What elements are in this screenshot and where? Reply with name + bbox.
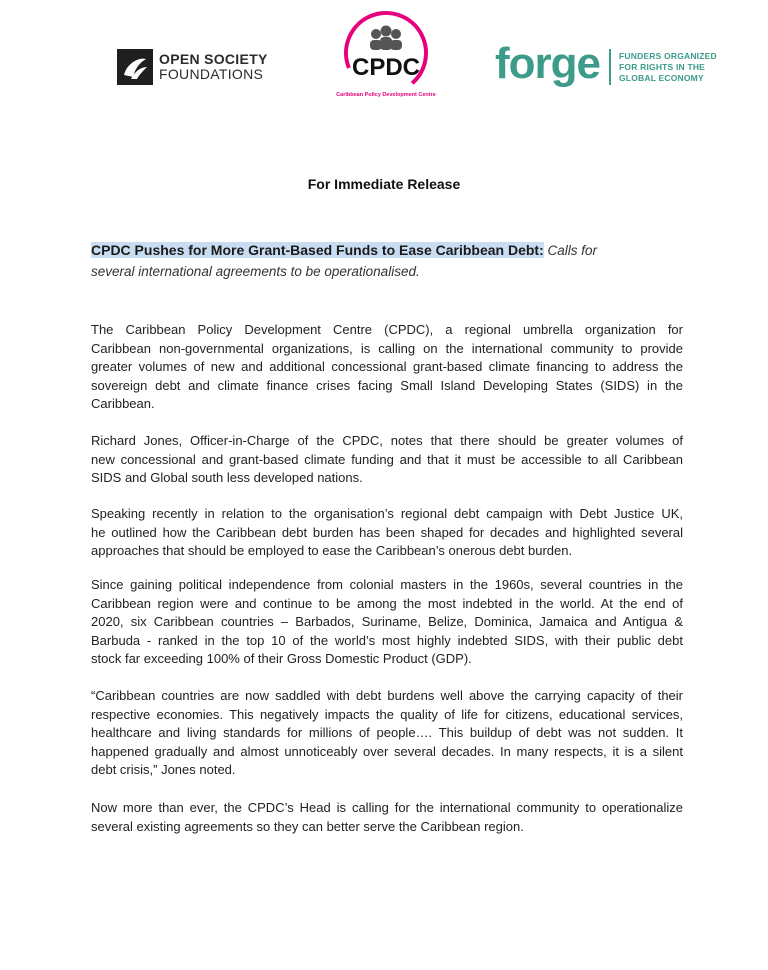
- paragraph-line: The Caribbean Policy Development Centre (CPDC), a regional umbrella organization for: [91, 322, 683, 337]
- osf-wordmark: [159, 52, 268, 82]
- headline-line1: [91, 240, 691, 261]
- paragraph-line: 2020, six Caribbean countries – Barbados, Suriname, Belize, Dominica, Jamaica and Antigua &: [91, 614, 683, 630]
- forge-logo: [495, 39, 717, 88]
- osf-line1: OPEN SOCIETY: [159, 51, 268, 67]
- osf-line2: FOUNDATIONS: [159, 66, 264, 82]
- forge-tagline: [619, 51, 717, 84]
- people-icon: [370, 26, 402, 51]
- headline: [91, 240, 691, 282]
- paragraph-line: Caribbean non-governmental organizations, is calling on the international community to provide: [91, 340, 683, 356]
- paragraph-line: Caribbean region were and continue to be among the most indebted in the world. At the end of: [91, 595, 683, 611]
- paragraph-2: [91, 432, 683, 488]
- paragraph-line: sovereign debt and climate finance crises facing Small Island Developing States (SIDS) in the: [91, 377, 683, 393]
- headline-subtitle-end: several international agreements to be operationalised.: [91, 264, 420, 279]
- paragraph-line: healthcare and living standards for millions of people…. This buildup of debt was not sudden. It: [91, 725, 683, 741]
- cpdc-logo: [330, 8, 442, 102]
- forge-tag-line2: FOR RIGHTS IN THE: [619, 61, 706, 72]
- paragraph-line: respective economies. This negatively impacts the quality of life for citizens, educational services,: [91, 706, 683, 722]
- paragraph-line: Richard Jones, Officer-in-Charge of the CPDC, notes that there should be greater volumes of: [91, 433, 683, 448]
- paragraph-line: Barbuda - ranked in the top 10 of the world’s most highly indebted SIDS, with their public debt: [91, 632, 683, 648]
- paragraph-line: approaches that should be employed to ease the Caribbean’s onerous debt burden.: [91, 543, 573, 559]
- paragraph-line: Since gaining political independence from colonial masters in the 1960s, several countries in the: [91, 577, 683, 592]
- paragraph-line: new concessional and grant-based climate funding and that it must be accessible to all Caribbean: [91, 451, 683, 467]
- forge-divider: [609, 49, 611, 85]
- paragraph-line: he outlined how the Caribbean debt burden has been shaped for decades and highlighted several: [91, 524, 683, 540]
- osf-emblem-icon: [117, 49, 153, 85]
- open-society-foundations-logo: [117, 49, 268, 85]
- paragraph-line: Caribbean.: [91, 396, 155, 412]
- paragraph-3: [91, 505, 683, 561]
- headline-title: CPDC Pushes for More Grant-Based Funds to Ease Caribbean Debt:: [91, 242, 544, 258]
- paragraph-line: stock far exceeding 100% of their Gross Domestic Product (GDP).: [91, 651, 472, 667]
- paragraph-line: “Caribbean countries are now saddled with debt burdens well above the carrying capacity of their: [91, 688, 683, 703]
- release-label: For Immediate Release: [307, 176, 461, 192]
- paragraph-6: [91, 799, 683, 836]
- forge-tag-line3: GLOBAL ECONOMY: [619, 72, 704, 83]
- cpdc-full-name: Caribbean Policy Development Centre: [336, 92, 436, 98]
- paragraph-line: Now more than ever, the CPDC’s Head is calling for the international community to operationalize: [91, 800, 683, 815]
- headline-subtitle-start: Calls for: [547, 243, 598, 258]
- paragraph-line: several existing agreements so they can better serve the Caribbean region.: [91, 818, 524, 834]
- paragraph-line: Speaking recently in relation to the organisation’s regional debt campaign with Debt Justice UK,: [91, 506, 683, 521]
- forge-tag-line1: FUNDERS ORGANIZED: [619, 50, 717, 61]
- paragraph-4: [91, 576, 683, 669]
- paragraph-line: happened gradually and almost unnoticeably over several decades. In many respects, it is a silent: [91, 743, 683, 759]
- paragraph-line: greater volumes of new and additional concessional grant-based climate financing to address the: [91, 359, 683, 375]
- forge-wordmark: forge: [495, 39, 600, 88]
- cpdc-acronym: CPDC: [351, 54, 421, 81]
- paragraph-5: [91, 687, 683, 780]
- paragraph-1: [91, 321, 683, 414]
- paragraph-line: SIDS and Global south less developed nations.: [91, 470, 363, 486]
- paragraph-line: debt crisis,” Jones noted.: [91, 762, 236, 778]
